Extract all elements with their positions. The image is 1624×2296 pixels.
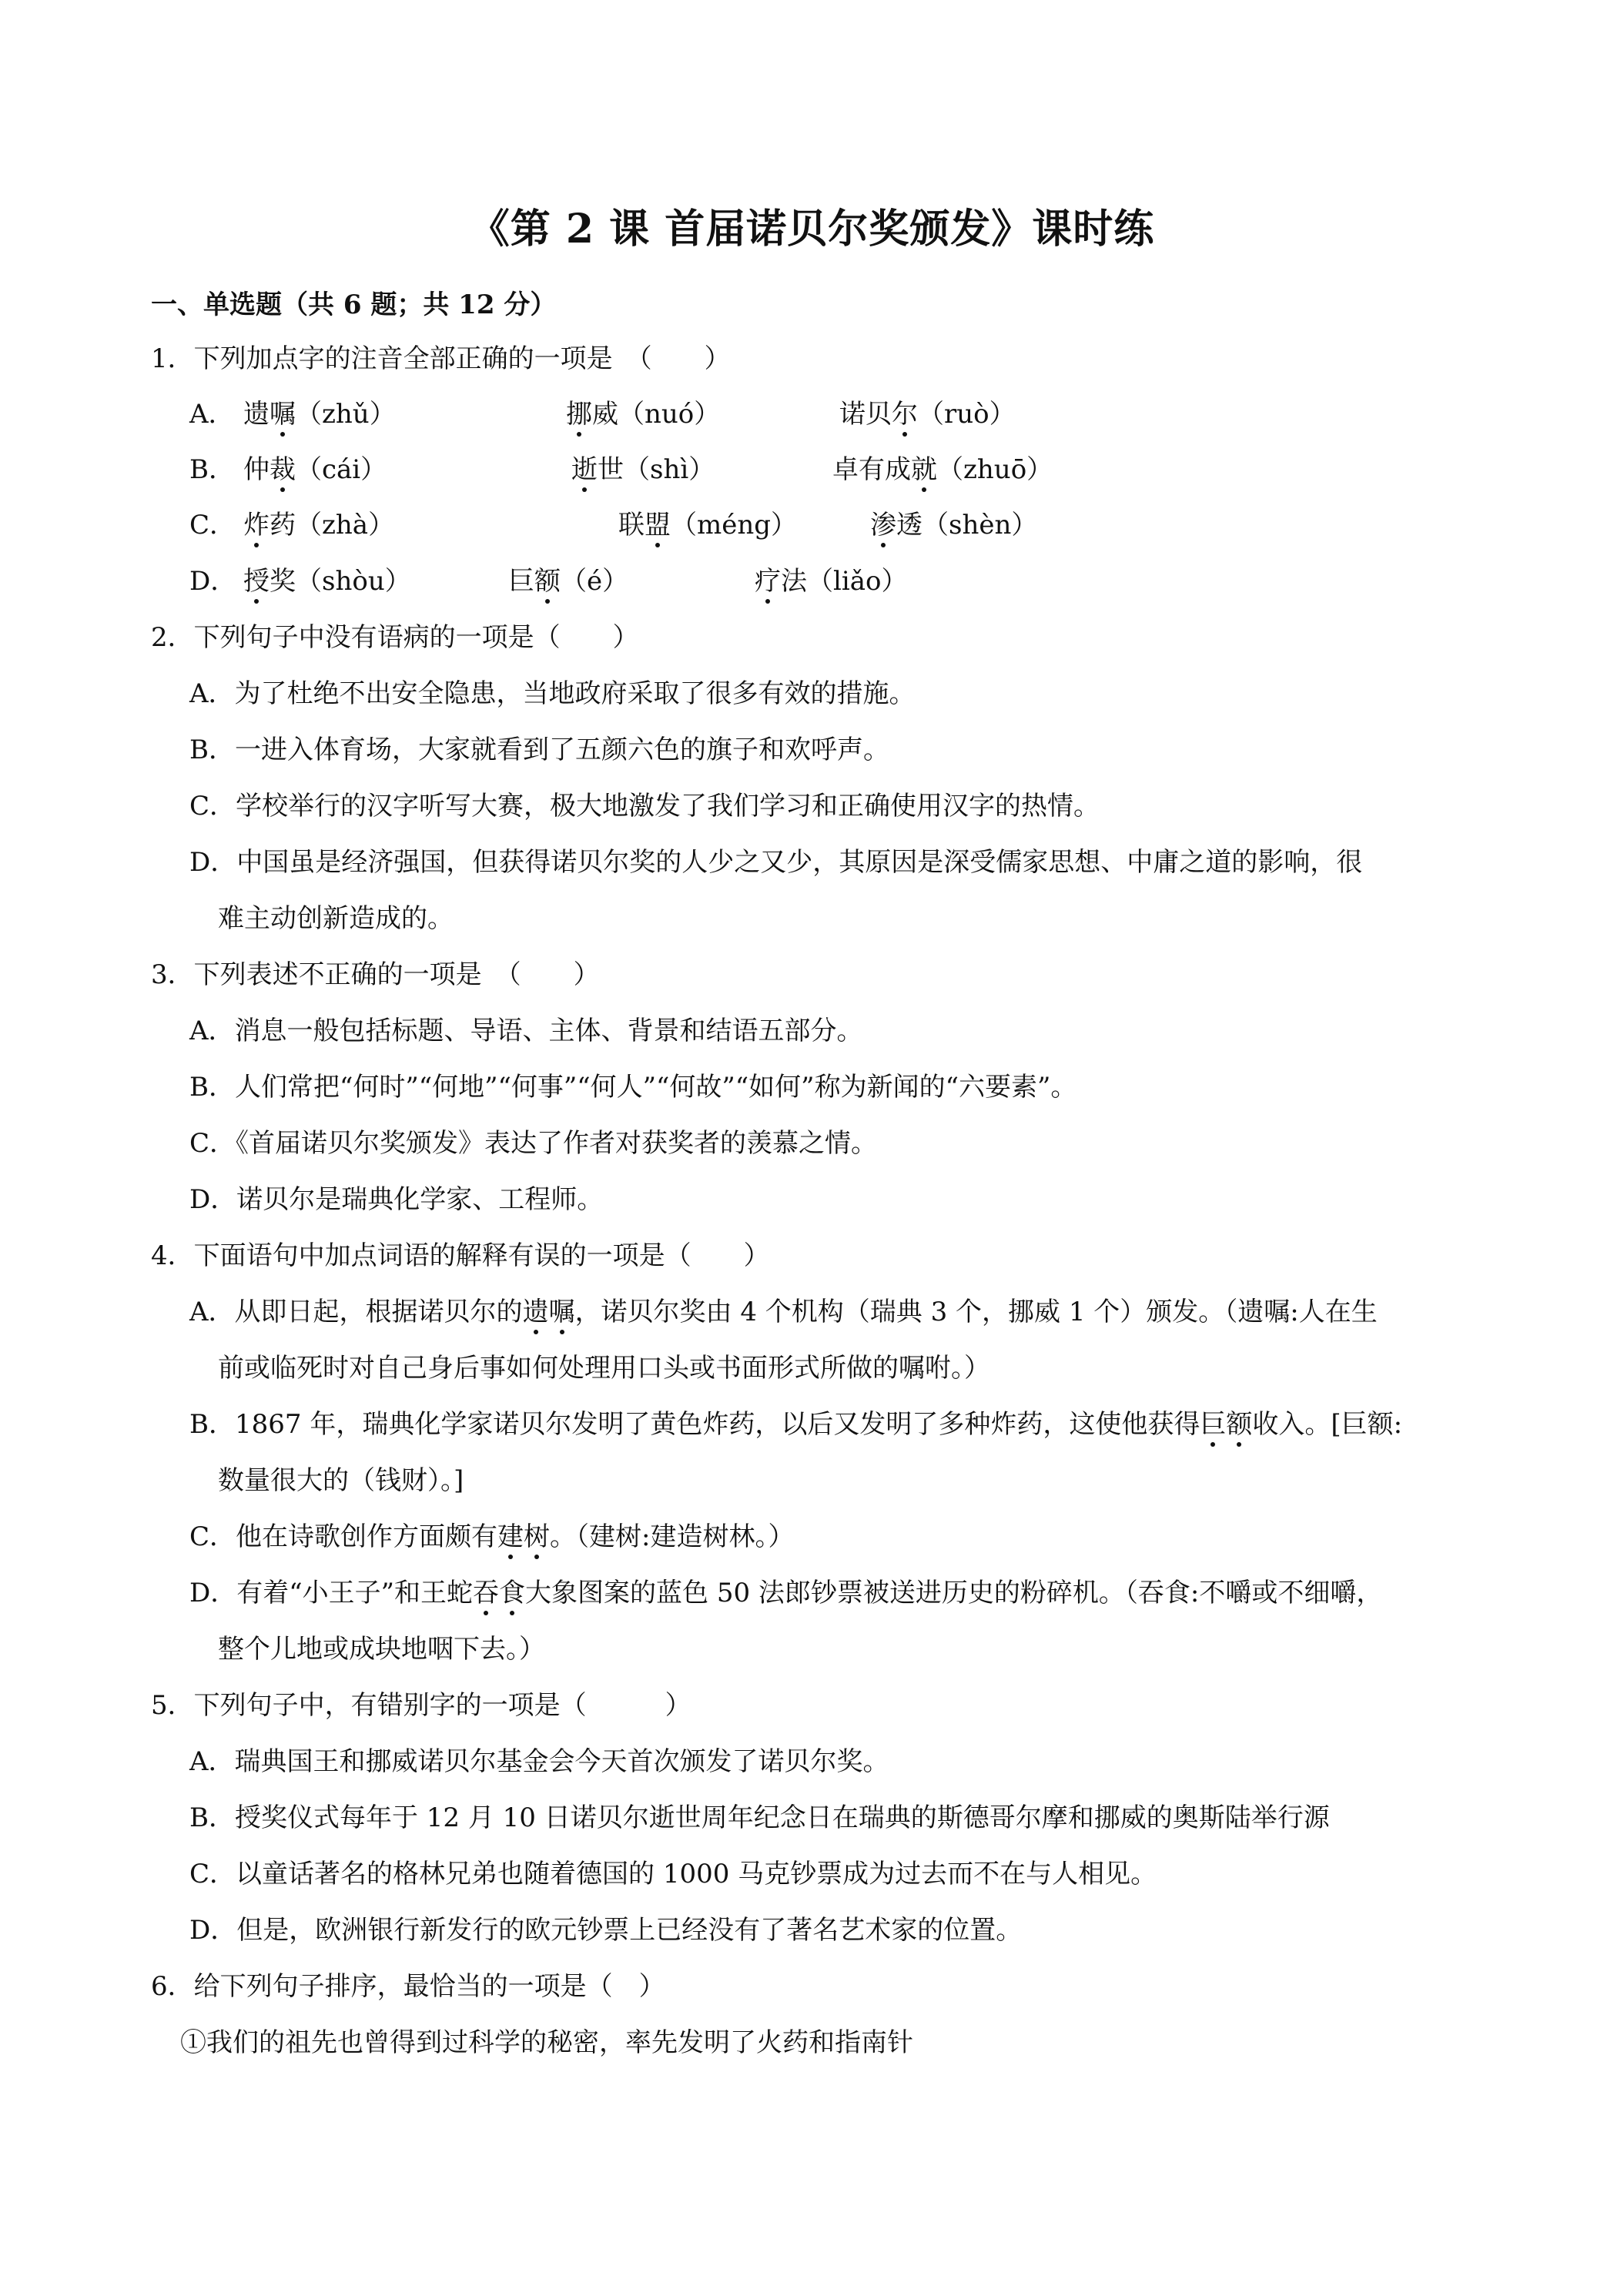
question-5-stem: 5．下列句子中，有错别字的一项是（ ） <box>151 1690 691 1721</box>
question-1-option-a-label: A． <box>189 399 235 430</box>
question-3-option-d: D．诺贝尔是瑞典化学家、工程师。 <box>189 1184 604 1215</box>
question-2-option-b: B．一进入体育场，大家就看到了五颜六色的旗子和欢呼声。 <box>189 735 889 765</box>
question-4-option-a: A．从即日起，根据诺贝尔的遗嘱，诺贝尔奖由 4 个机构（瑞典 3 个，挪威 1 个）颁发。（遗嘱:人在生 <box>189 1290 1378 1328</box>
question-1-option-d-word-3: 疗法（liǎo） <box>755 560 908 597</box>
question-1-option-c-label: C． <box>189 510 236 541</box>
question-4-option-b: B．1867 年，瑞典化学家诺贝尔发明了黄色炸药，以后又发明了多种炸药，这使他获得巨额收入。[巨额: <box>189 1403 1402 1441</box>
dotted-word-c <box>497 1521 550 1552</box>
question-1-option-c-word-3: 渗透（shèn） <box>870 504 1037 541</box>
question-5-option-d: D．但是，欧洲银行新发行的欧元钞票上已经没有了著名艺术家的位置。 <box>189 1915 1023 1946</box>
dotted-character: 嘱 <box>549 1290 575 1328</box>
question-4-option-c: C．他在诗歌创作方面颇有建树。（建树:建造树林。） <box>189 1515 794 1553</box>
dotted-word-d <box>473 1578 525 1608</box>
dotted-character: 树 <box>524 1515 550 1553</box>
question-1-option-b-label: B． <box>189 454 235 485</box>
question-4-option-d: D．有着“小王子”和王蛇吞食大象图案的蓝色 50 法郎钞票被送进历史的粉碎机。（吞食:不嚼或不细嚼， <box>189 1571 1382 1609</box>
question-1-option-d-word-2: 巨额（é） <box>508 560 628 597</box>
dotted-word-a <box>523 1297 575 1327</box>
page-title: 《第 2 课 首届诺贝尔奖颁发》课时练 <box>469 206 1155 253</box>
question-2-option-d: D．中国虽是经济强国，但获得诺贝尔奖的人少之又少，其原因是深受儒家思想、中庸之道的影响，很 <box>189 847 1363 878</box>
question-3-option-b: B．人们常把“何时”“何地”“何事”“何人”“何故”“如何”称为新闻的“六要素”。 <box>189 1072 1077 1103</box>
question-5-option-c: C．以童话著名的格林兄弟也随着德国的 1000 马克钞票成为过去而不在与人相见。 <box>189 1859 1157 1889</box>
question-5-option-b: B．授奖仪式每年于 12 月 10 日诺贝尔逝世周年纪念日在瑞典的斯德哥尔摩和挪威的奥斯陆举行源 <box>189 1802 1330 1833</box>
question-1-option-a-word-2: 挪威（nuó） <box>566 393 720 430</box>
question-4-stem: 4．下面语句中加点词语的解释有误的一项是（ ） <box>151 1240 770 1271</box>
question-6-stem: 6．给下列句子排序，最恰当的一项是（ ） <box>151 1971 665 2002</box>
question-2-option-c: C．学校举行的汉字听写大赛，极大地激发了我们学习和正确使用汉字的热情。 <box>189 791 1100 822</box>
dotted-character: 食 <box>499 1571 525 1609</box>
dotted-character: 额 <box>1226 1403 1252 1441</box>
question-1-option-b-word-3: 卓有成就（zhuō） <box>832 448 1053 486</box>
dotted-word-b <box>1200 1409 1252 1440</box>
dotted-character: 巨 <box>1200 1403 1226 1441</box>
question-6-sentence-1: ①我们的祖先也曾得到过科学的秘密，率先发明了火药和指南针 <box>180 2027 913 2058</box>
dotted-character: 建 <box>497 1515 524 1553</box>
question-4-option-b-continued: 数量很大的（钱财）。] <box>218 1465 464 1496</box>
question-2-option-a: A．为了杜绝不出安全隐患，当地政府采取了很多有效的措施。 <box>189 678 916 709</box>
question-4-option-d-continued: 整个儿地或成块地咽下去。） <box>218 1634 545 1665</box>
question-1-option-d-label: D． <box>189 566 237 597</box>
question-3-stem: 3．下列表述不正确的一项是 （ ） <box>151 959 600 990</box>
question-1-option-b-word-2: 逝世（shì） <box>571 448 715 486</box>
question-1-option-b-word-1: 仲裁（cái） <box>243 448 387 486</box>
question-3-option-c: C．《首届诺贝尔奖颁发》表达了作者对获奖者的羡慕之情。 <box>189 1128 878 1159</box>
question-1-option-d-word-1: 授奖（shòu） <box>243 560 411 597</box>
dotted-character: 吞 <box>473 1571 499 1609</box>
section-heading: 一、单选题（共 6 题；共 12 分） <box>151 290 557 320</box>
question-1-option-c-word-2: 联盟（méng） <box>618 504 797 541</box>
question-4-option-a-continued: 前或临死时对自己身后事如何处理用口头或书面形式所做的嘱咐。） <box>218 1353 990 1384</box>
question-1-stem: 1．下列加点字的注音全部正确的一项是 （ ） <box>151 343 731 374</box>
question-1-option-c-word-1: 炸药（zhà） <box>243 504 394 541</box>
question-1-option-a-word-1: 遗嘱（zhǔ） <box>243 393 396 430</box>
question-3-option-a: A．消息一般包括标题、导语、主体、背景和结语五部分。 <box>189 1016 863 1046</box>
question-1-option-a-word-3: 诺贝尔（ruò） <box>839 393 1016 430</box>
dotted-character: 遗 <box>523 1290 549 1328</box>
question-2-option-d-continued: 难主动创新造成的。 <box>218 903 454 934</box>
question-2-stem: 2．下列句子中没有语病的一项是（ ） <box>151 622 639 653</box>
question-5-option-a: A．瑞典国王和挪威诺贝尔基金会今天首次颁发了诺贝尔奖。 <box>189 1746 889 1777</box>
